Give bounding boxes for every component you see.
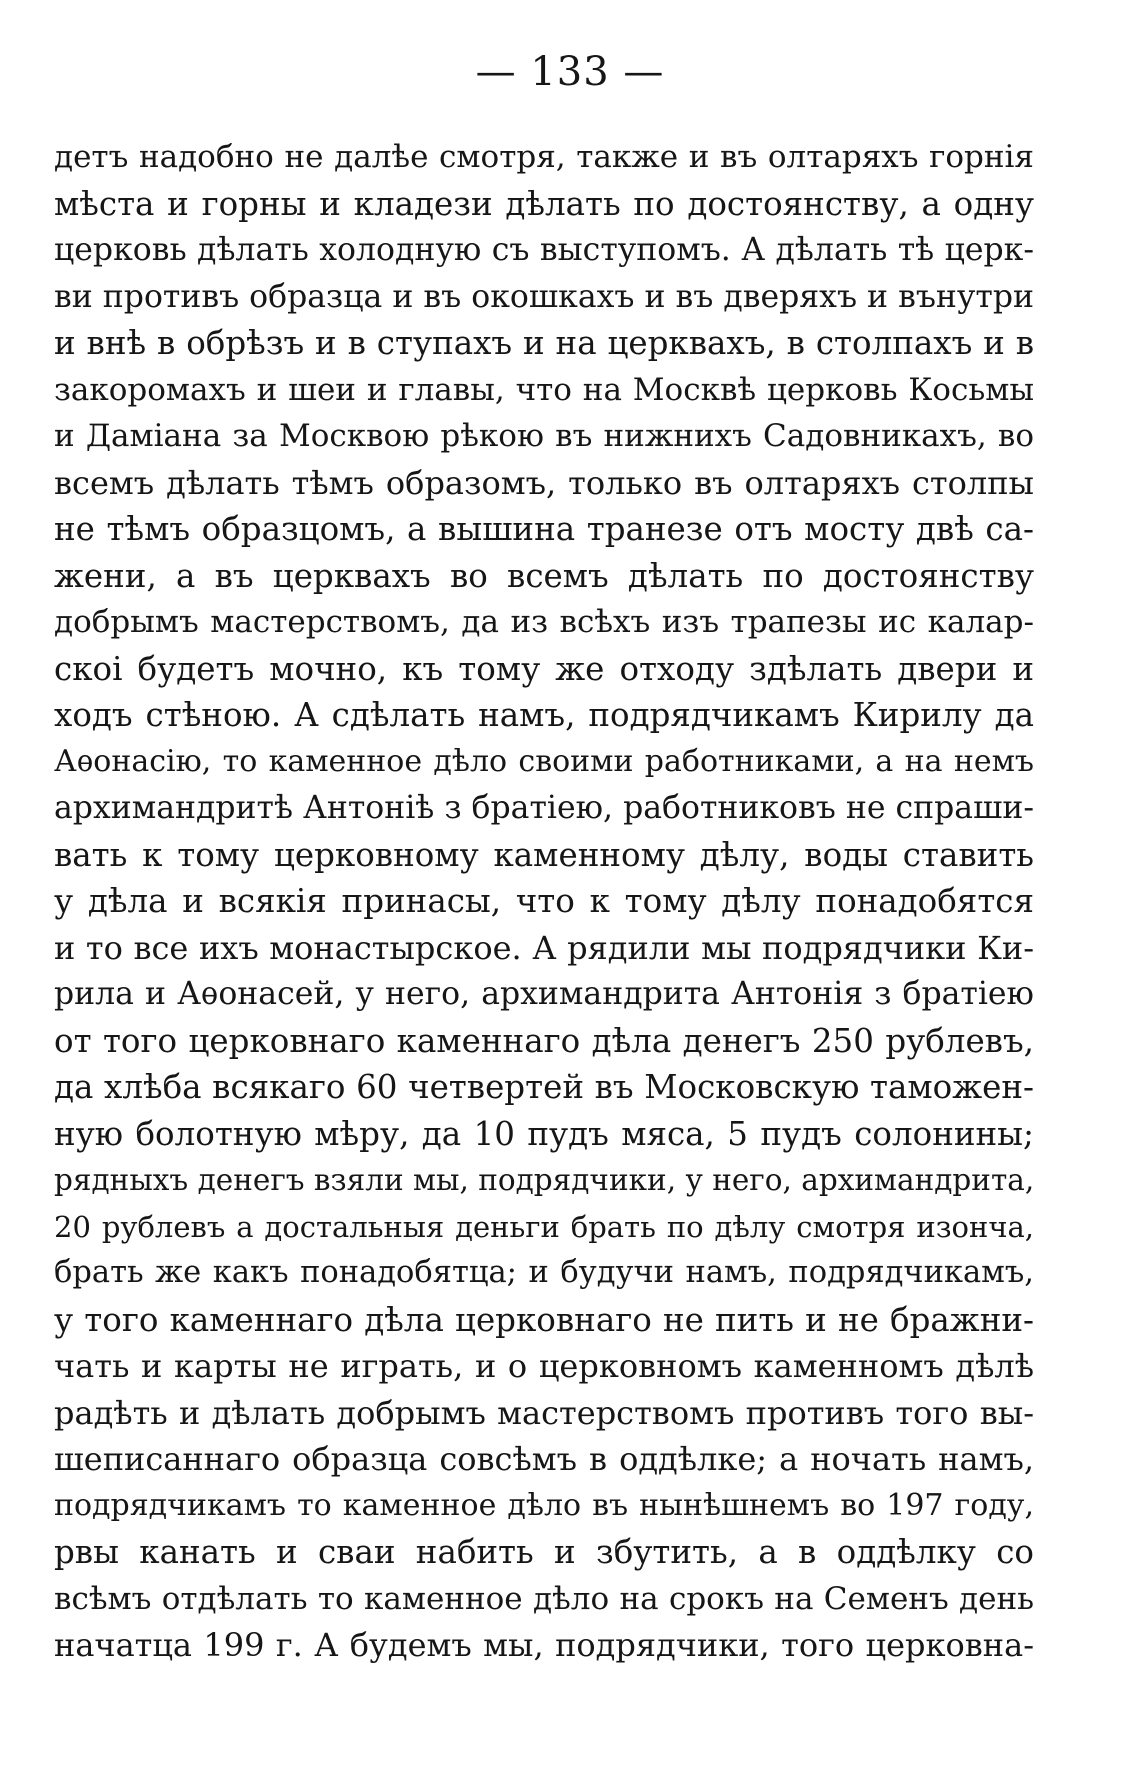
text-line: детъ надобно не далѣе смотря, также и въ олтаряхъ горнія bbox=[54, 139, 1034, 175]
text-line: ную болотную мѣру, да 10 пудъ мяса, 5 пудъ солонины; bbox=[54, 1114, 1034, 1153]
text-line: у того каменнаго дѣла церковнаго не пить и не бражни- bbox=[54, 1300, 1034, 1339]
text-line: от того церковнаго каменнаго дѣла денегъ 250 рублевъ, bbox=[54, 1021, 1034, 1060]
text-line: всемъ дѣлать тѣмъ образомъ, только въ олтаряхъ столпы bbox=[54, 463, 1034, 502]
page-number: — 133 — bbox=[475, 49, 665, 95]
text-line: церковь дѣлать холодную съ выступомъ. А дѣлать тѣ церк- bbox=[54, 232, 1034, 268]
text-line: у дѣла и всякія принасы, что к тому дѣлу понадобятся bbox=[54, 882, 1034, 920]
text-line: добрымъ мастерствомъ, да из всѣхъ изъ трапезы ис калар- bbox=[54, 604, 1034, 640]
text-line: радѣть и дѣлать добрымъ мастерствомъ противъ того вы- bbox=[54, 1393, 1034, 1432]
body-text bbox=[54, 134, 1034, 1669]
text-line: скоі будетъ мочно, къ тому же отходу здѣлать двери и bbox=[54, 649, 1034, 688]
text-line: закоромахъ и шеи и главы, что на Москвѣ церковь Косьмы bbox=[54, 371, 1034, 408]
text-line: не тѣмъ образцомъ, а вышина транезе отъ мосту двѣ са- bbox=[54, 510, 1034, 548]
text-line: брать же какъ понадобятца; и будучи намъ, подрядчикамъ, bbox=[54, 1255, 1034, 1290]
text-line: рила и Аѳонасей, у него, архимандрита Антонія з братіею bbox=[54, 976, 1034, 1012]
text-line: подрядчикамъ то каменное дѣло въ нынѣшнемъ во 197 году, bbox=[54, 1487, 1034, 1523]
text-line: и Даміана за Москвою рѣкою въ нижнихъ Садовникахъ, во bbox=[54, 418, 1034, 454]
text-line: и то все ихъ монастырское. А рядили мы подрядчики Ки- bbox=[54, 928, 1034, 967]
text-line: вать к тому церковному каменному дѣлу, воды ставить bbox=[54, 835, 1034, 874]
text-line: всѣмъ отдѣлать то каменное дѣло на срокъ на Семенъ день bbox=[54, 1580, 1034, 1617]
text-line: Аѳонасію, то каменное дѣло своими работниками, а на немъ bbox=[54, 743, 1034, 779]
text-line: архимандритѣ Антоніѣ з братіею, работниковъ не спраши- bbox=[54, 790, 1034, 826]
text-line: ви противъ образца и въ окошкахъ и въ дверяхъ и вънутри bbox=[54, 278, 1034, 315]
text-line: жени, а въ церквахъ во всемъ дѣлать по достоянству bbox=[54, 556, 1034, 595]
text-line: рвы канать и сваи набить и збутить, а в оддѣлку со bbox=[54, 1533, 1034, 1571]
text-line: начатца 199 г. А будемъ мы, подрядчики, того церковна- bbox=[54, 1626, 1034, 1664]
text-line: мѣста и горны и кладези дѣлать по достоянству, а одну bbox=[54, 184, 1034, 223]
text-line: рядныхъ денегъ взяли мы, подрядчики, у него, архимандрита, bbox=[54, 1163, 1034, 1197]
text-line: да хлѣба всякаго 60 четвертей въ Московскую таможен- bbox=[54, 1068, 1034, 1106]
text-line: ходъ стѣною. А сдѣлать намъ, подрядчикамъ Кирилу да bbox=[54, 696, 1034, 734]
text-line: чать и карты не играть, и о церковномъ каменномъ дѣлѣ bbox=[54, 1347, 1034, 1385]
text-line: и внѣ в обрѣзъ и в ступахъ и на церквахъ, в столпахъ и в bbox=[54, 324, 1034, 362]
text-line: 20 рублевъ а достальныя деньги брать по дѣлу смотря изонча, bbox=[54, 1209, 1034, 1244]
text-line: шеписаннаго образца совсѣмъ в оддѣлке; а ночать намъ, bbox=[54, 1440, 1034, 1478]
